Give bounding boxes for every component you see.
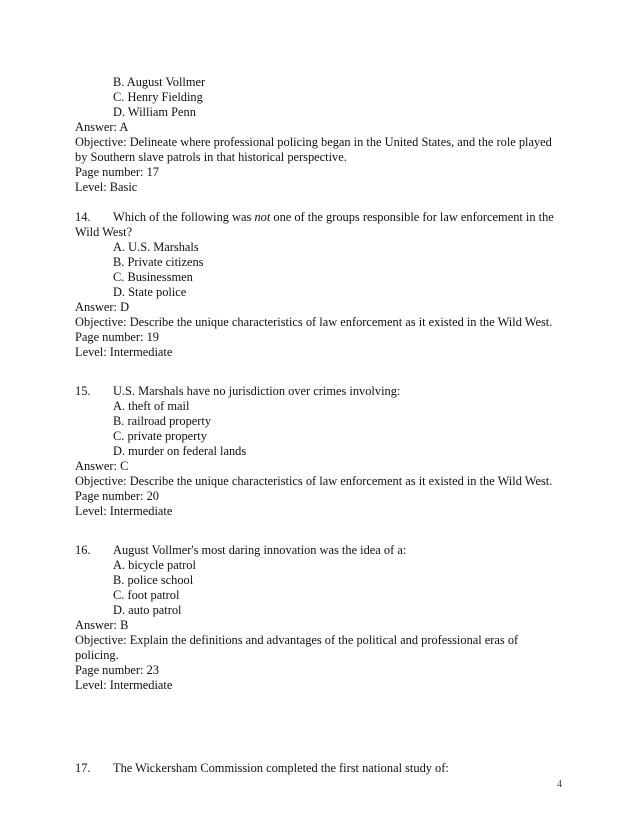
q15-option-c: C. private property (113, 429, 207, 443)
q16-answer: Answer: B (75, 618, 129, 632)
q14-text-before: Which of the following was (113, 210, 255, 224)
q15-page-number: Page number: 20 (75, 489, 159, 503)
q15-option-b: B. railroad property (113, 414, 212, 428)
q15-objective: Objective: Describe the unique characteristics of law enforcement as it existed in the Wild West. (75, 474, 553, 488)
q14-option-c: C. Businessmen (113, 270, 193, 284)
q13-page-number: Page number: 17 (75, 165, 159, 179)
page-number: 4 (557, 779, 562, 790)
q13-objective-line1: Objective: Delineate where professional policing began in the United States, and the role played (75, 135, 552, 149)
q16-objective-line2: policing. (75, 648, 119, 662)
q14-question-line2: Wild West? (75, 225, 133, 239)
q14-answer: Answer: D (75, 300, 130, 314)
q15-number: 15. (75, 384, 91, 398)
q13-level: Level: Basic (75, 180, 138, 194)
q13-option-d: D. William Penn (113, 105, 196, 119)
q14-level: Level: Intermediate (75, 345, 173, 359)
q15-question: U.S. Marshals have no jurisdiction over crimes involving: (113, 384, 401, 398)
q16-objective-line1: Objective: Explain the definitions and advantages of the political and professional eras of (75, 633, 519, 647)
q14-question (113, 210, 554, 225)
q15-option-a: A. theft of mail (113, 399, 190, 413)
q14-text-emphasis: not (254, 210, 271, 224)
q16-page-number: Page number: 23 (75, 663, 159, 677)
q13-option-b: B. August Vollmer (113, 75, 206, 89)
q14-option-d: D. State police (113, 285, 187, 299)
q14-objective: Objective: Describe the unique characteristics of law enforcement as it existed in the Wild West. (75, 315, 553, 329)
q16-option-b: B. police school (113, 573, 194, 587)
q13-option-c: C. Henry Fielding (113, 90, 203, 104)
q14-option-b: B. Private citizens (113, 255, 204, 269)
q13-answer: Answer: A (75, 120, 129, 134)
q16-option-c: C. foot patrol (113, 588, 180, 602)
q15-level: Level: Intermediate (75, 504, 173, 518)
q14-number: 14. (75, 210, 91, 224)
q14-text-after: one of the groups responsible for law enforcement in the (270, 210, 554, 224)
q16-question: August Vollmer's most daring innovation was the idea of a: (113, 543, 407, 557)
q16-option-a: A. bicycle patrol (113, 558, 196, 572)
q15-answer: Answer: C (75, 459, 129, 473)
q13-objective-line2: by Southern slave patrols in that historical perspective. (75, 150, 347, 164)
q14-option-a: A. U.S. Marshals (113, 240, 199, 254)
q17-number: 17. (75, 761, 91, 775)
q16-option-d: D. auto patrol (113, 603, 182, 617)
q14-page-number: Page number: 19 (75, 330, 159, 344)
q16-number: 16. (75, 543, 91, 557)
q15-option-d: D. murder on federal lands (113, 444, 247, 458)
q17-question: The Wickersham Commission completed the first national study of: (113, 761, 449, 775)
q16-level: Level: Intermediate (75, 678, 173, 692)
